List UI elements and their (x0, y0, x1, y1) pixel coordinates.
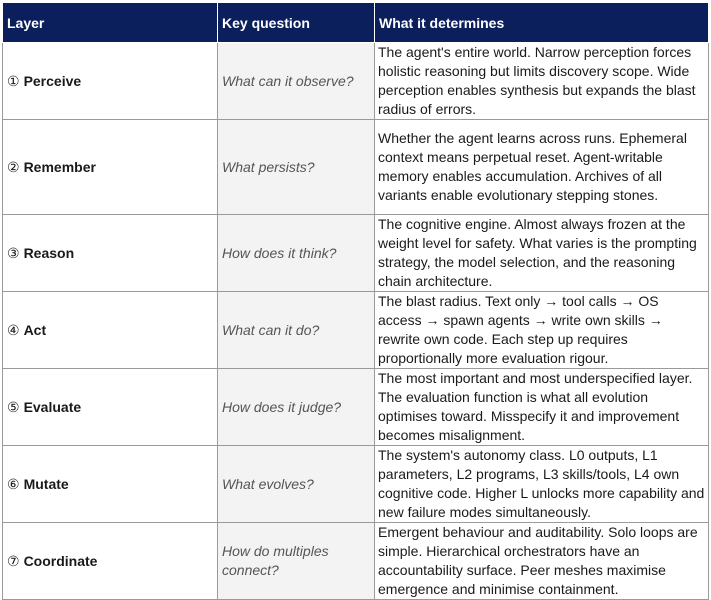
table-row (3, 523, 709, 600)
circled-number: ② (7, 158, 20, 175)
circled-number: ⑤ (7, 398, 20, 415)
key-question-cell: What can it do? (218, 292, 375, 369)
layer-name: Coordinate (23, 552, 98, 569)
header-what-it-determines: What it determines (375, 3, 709, 43)
key-question-cell: What persists? (218, 120, 375, 215)
layer-name: Remember (23, 158, 96, 175)
key-question-cell: How does it think? (218, 215, 375, 292)
determines-cell: The blast radius. Text only → tool calls → OS access → spawn agents → write own skills → rewrite own code. Each step up requires proportionally more evaluation rigour. (375, 292, 709, 369)
table-row (3, 215, 709, 292)
header-row (3, 3, 709, 43)
layer-cell (3, 120, 218, 215)
determines-cell: Whether the agent learns across runs. Ephemeral context means perpetual reset. Agent-writable memory enables accumulation. Archives of all variants enable evolutionary stepping stones. (375, 120, 709, 215)
layer-name: Act (23, 321, 47, 338)
layer-cell (3, 446, 218, 523)
table-row (3, 292, 709, 369)
layer-cell (3, 43, 218, 120)
layer-name: Reason (23, 244, 75, 261)
table-row (3, 369, 709, 446)
layer-cell (3, 523, 218, 600)
table-row (3, 43, 709, 120)
header-key-question: Key question (218, 3, 375, 43)
determines-cell: The system's autonomy class. L0 outputs, L1 parameters, L2 programs, L3 skills/tools, L4 own cognitive code. Higher L unlocks more capability and new failure modes simultaneously. (375, 446, 709, 523)
circled-number: ⑥ (7, 475, 20, 492)
circled-number: ③ (7, 244, 20, 261)
layer-cell (3, 292, 218, 369)
determines-cell: The most important and most underspecified layer. The evaluation function is what all evolution optimises toward. Misspecify it and improvement becomes misalignment. (375, 369, 709, 446)
table-row (3, 446, 709, 523)
circled-number: ⑦ (7, 552, 20, 569)
header-layer: Layer (3, 3, 218, 43)
layers-table (2, 2, 709, 600)
key-question-cell: What evolves? (218, 446, 375, 523)
circled-number: ① (7, 72, 20, 89)
layer-name: Perceive (23, 72, 82, 89)
layer-cell (3, 369, 218, 446)
key-question-cell: What can it observe? (218, 43, 375, 120)
determines-cell: The agent's entire world. Narrow perception forces holistic reasoning but limits discovery scope. Wide perception enables synthesis but expands the blast radius of errors. (375, 43, 709, 120)
determines-cell: The cognitive engine. Almost always frozen at the weight level for safety. What varies is the prompting strategy, the model selection, and the reasoning chain architecture. (375, 215, 709, 292)
layer-cell (3, 215, 218, 292)
table-row (3, 120, 709, 215)
determines-cell: Emergent behaviour and auditability. Solo loops are simple. Hierarchical orchestrators have an accountability surface. Peer meshes maximise emergence and minimise containment. (375, 523, 709, 600)
layer-name: Mutate (23, 475, 69, 492)
key-question-cell: How do multiples connect? (218, 523, 375, 600)
layer-name: Evaluate (23, 398, 82, 415)
circled-number: ④ (7, 321, 20, 338)
key-question-cell: How does it judge? (218, 369, 375, 446)
